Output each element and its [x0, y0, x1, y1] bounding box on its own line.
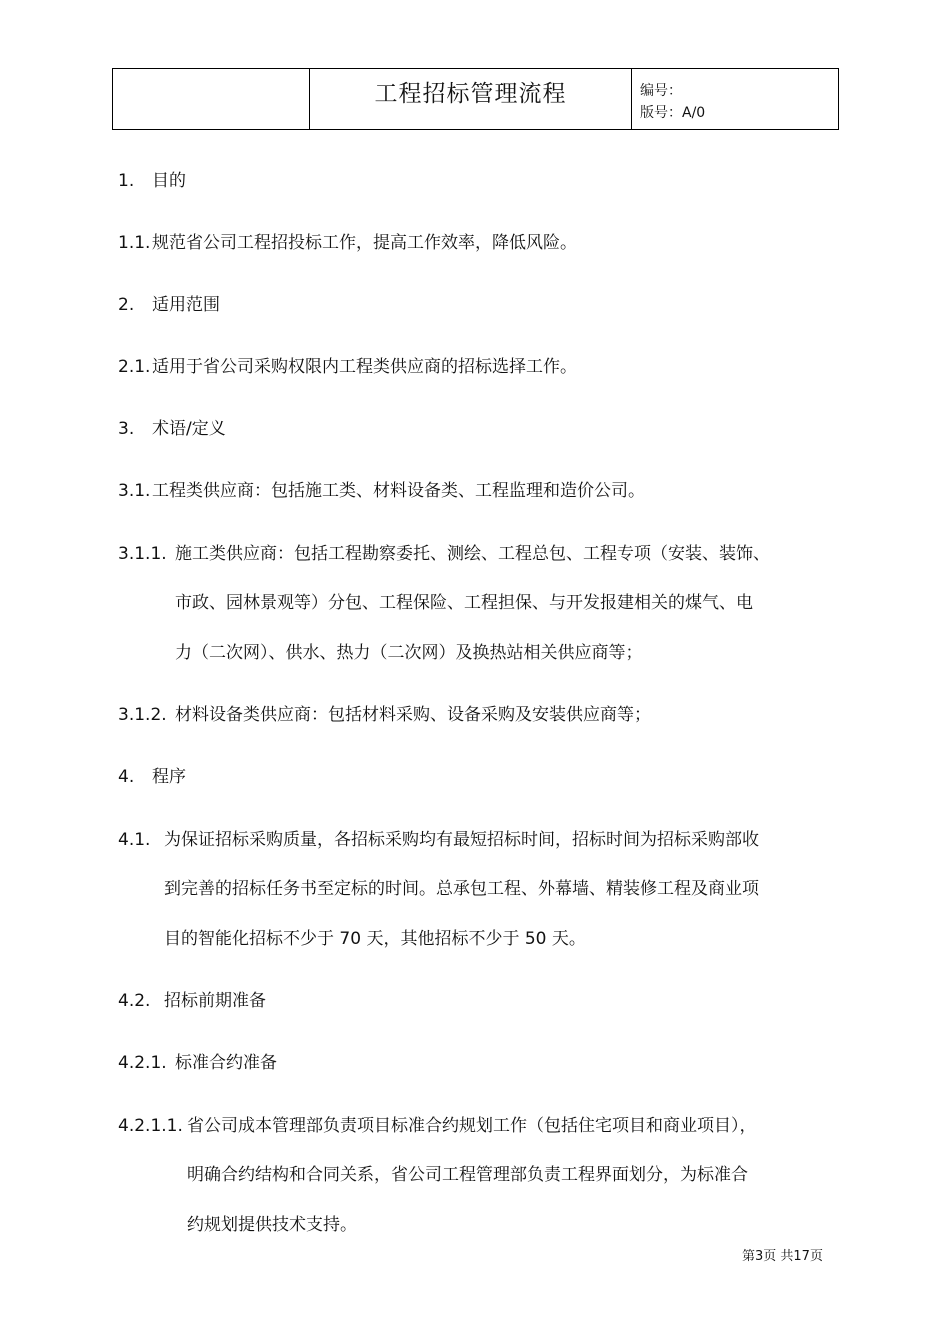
section-text: 术语/定义	[152, 419, 226, 439]
section-number: 3.	[118, 419, 135, 439]
section-text: 为保证招标采购质量，各招标采购均有最短招标时间，招标时间为招标采购部收	[164, 830, 759, 850]
clause-3-1-1-cont	[175, 591, 753, 615]
section-number: 2.	[118, 295, 135, 315]
section-number: 2.1.	[118, 357, 151, 377]
clause-4-1-cont	[164, 927, 586, 951]
section-text: 招标前期准备	[164, 991, 266, 1011]
section-text: 工程类供应商：包括施工类、材料设备类、工程监理和造价公司。	[152, 481, 645, 501]
section-text: 目的智能化招标不少于 70 天，其他招标不少于 50 天。	[164, 929, 586, 949]
header-table	[112, 68, 839, 130]
section-text: 施工类供应商：包括工程勘察委托、测绘、工程总包、工程专项（安装、装饰、	[175, 544, 770, 564]
clause-4-1-cont	[164, 877, 759, 901]
clause-4-2	[118, 989, 266, 1013]
clause-4-2-1-1-cont	[187, 1213, 357, 1237]
section-number: 4.	[118, 767, 135, 787]
section-text: 适用范围	[152, 295, 220, 315]
clause-3-1	[118, 479, 645, 503]
section-text: 力（二次网）、供水、热力（二次网）及换热站相关供应商等；	[175, 643, 643, 663]
section-number: 1.1.	[118, 233, 151, 253]
section-4	[118, 765, 186, 789]
section-number: 4.2.1.	[118, 1053, 167, 1073]
section-text: 规范省公司工程招投标工作，提高工作效率，降低风险。	[152, 233, 577, 253]
section-text: 适用于省公司采购权限内工程类供应商的招标选择工作。	[152, 357, 577, 377]
version-label: 版号：A/0	[640, 105, 706, 121]
clause-4-2-1-1	[118, 1114, 757, 1138]
section-text: 市政、园林景观等）分包、工程保险、工程担保、与开发报建相关的煤气、电	[175, 593, 753, 613]
section-number: 3.1.	[118, 481, 151, 501]
clause-3-1-2	[118, 703, 651, 727]
clause-3-1-1-cont	[175, 641, 643, 665]
section-1	[118, 169, 186, 193]
header-meta-cell	[632, 69, 838, 129]
clause-1-1	[118, 231, 577, 255]
clause-4-1	[118, 828, 759, 852]
header-logo-cell	[113, 69, 310, 129]
section-3	[118, 417, 226, 441]
clause-4-2-1-1-cont	[187, 1163, 748, 1187]
section-text: 标准合约准备	[175, 1053, 277, 1073]
section-number: 3.1.1.	[118, 544, 167, 564]
section-text: 约规划提供技术支持。	[187, 1215, 357, 1235]
section-number: 4.2.	[118, 991, 151, 1011]
page-number: 第3页 共17页	[742, 1249, 823, 1264]
document-title: 工程招标管理流程	[310, 69, 632, 129]
section-text: 目的	[152, 171, 186, 191]
clause-2-1	[118, 355, 577, 379]
section-number: 4.2.1.1.	[118, 1116, 183, 1136]
section-text: 省公司成本管理部负责项目标准合约规划工作（包括住宅项目和商业项目），	[187, 1116, 757, 1136]
section-number: 3.1.2.	[118, 705, 167, 725]
section-text: 程序	[152, 767, 186, 787]
section-2	[118, 293, 220, 317]
section-text: 材料设备类供应商：包括材料采购、设备采购及安装供应商等；	[175, 705, 651, 725]
section-number: 1.	[118, 171, 135, 191]
section-text: 到完善的招标任务书至定标的时间。总承包工程、外幕墙、精装修工程及商业项	[164, 879, 759, 899]
clause-4-2-1	[118, 1051, 277, 1075]
section-text: 明确合约结构和合同关系，省公司工程管理部负责工程界面划分，为标准合	[187, 1165, 748, 1185]
section-number: 4.1.	[118, 830, 151, 850]
clause-3-1-1	[118, 542, 770, 566]
code-label: 编号：	[640, 83, 682, 99]
